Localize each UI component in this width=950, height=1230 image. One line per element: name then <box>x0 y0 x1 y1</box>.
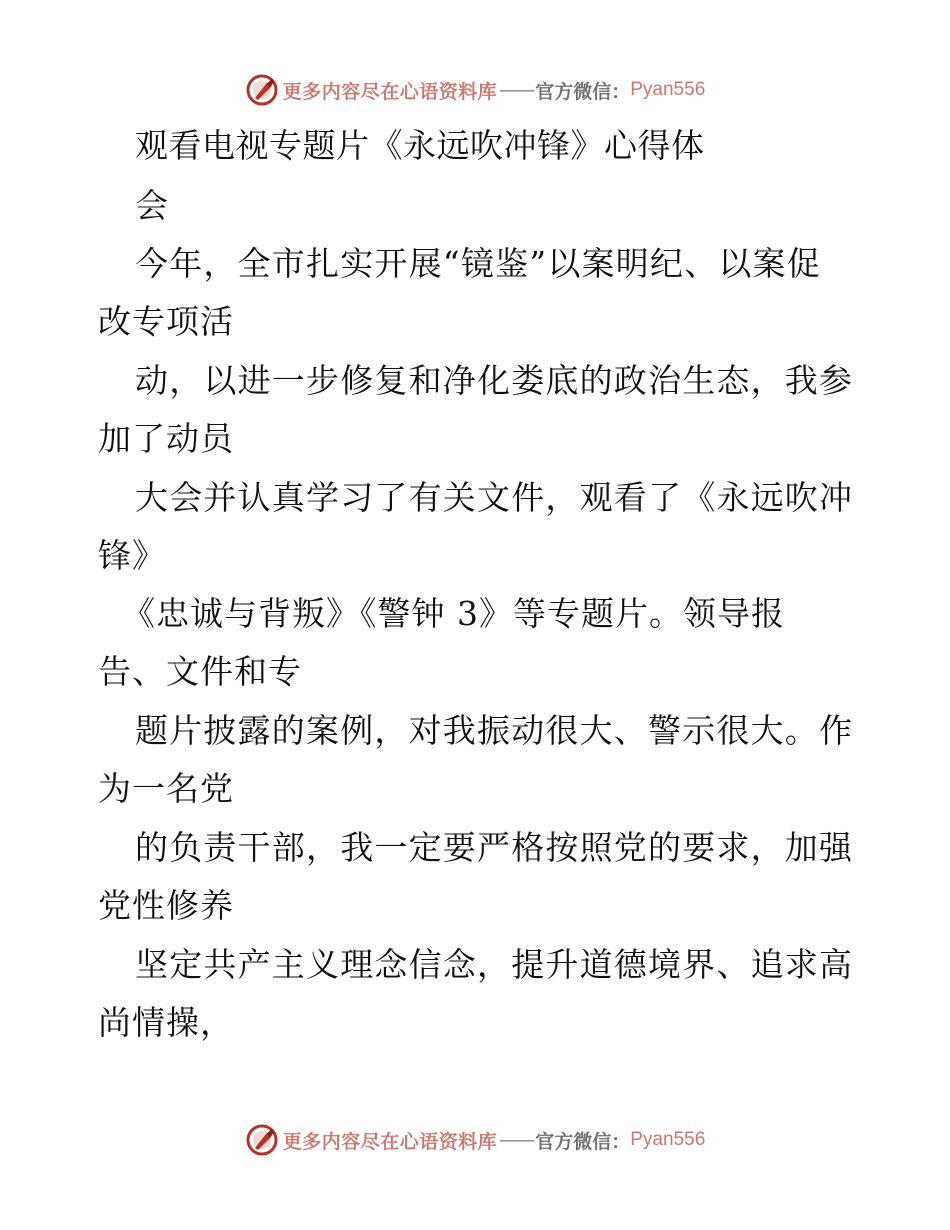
document-text-line: 坚定共产主义理念信念，提升道德境界、追求高 <box>135 945 854 984</box>
banner-contact-label: 官方微信： <box>535 80 631 103</box>
document-text-line: 今年，全市扎实开展“镜鉴”以案明纪、以案促 <box>135 244 821 283</box>
footer-banner <box>0 1120 950 1160</box>
document-text-line: 动，以进一步修复和净化娄底的政治生态，我参 <box>135 361 854 400</box>
document-title-line: 观看电视专题片《永远吹冲锋》心得体 <box>135 126 705 165</box>
document-text-line: 的负责干部，我一定要严格按照党的要求，加强 <box>135 828 854 867</box>
pen-nib-circle-icon <box>245 73 279 107</box>
document-text-line: 尚情操， <box>98 1003 234 1042</box>
document-text-line: 锋》 <box>98 536 166 575</box>
document-text-line: 《忠诚与背叛》《警钟 3》等专题片。领导报 <box>122 594 785 633</box>
document-text-line: 为一名党 <box>98 769 234 808</box>
banner-text: 更多内容尽在心语资料库 <box>282 80 498 103</box>
header-banner <box>0 70 950 110</box>
document-text-line: 加了动员 <box>98 419 234 458</box>
document-text-line: 告、文件和专 <box>98 652 302 691</box>
document-text-line: 题片披露的案例，对我振动很大、警示很大。作 <box>135 711 854 750</box>
banner-text: 更多内容尽在心语资料库 <box>282 1130 498 1153</box>
document-text-line: 改专项活 <box>98 302 234 341</box>
document-text-line: 大会并认真学习了有关文件，观看了《永远吹冲 <box>135 478 854 517</box>
document-text-line: 党性修养 <box>98 886 234 925</box>
banner-dash: —— <box>499 1129 534 1151</box>
banner-contact-id: Pyan556 <box>630 1129 706 1150</box>
pen-nib-circle-icon <box>245 1123 279 1157</box>
banner-contact-id: Pyan556 <box>630 79 706 100</box>
document-title-line: 会 <box>135 186 169 225</box>
banner-contact-label: 官方微信： <box>535 1130 631 1153</box>
banner-dash: —— <box>499 79 534 101</box>
